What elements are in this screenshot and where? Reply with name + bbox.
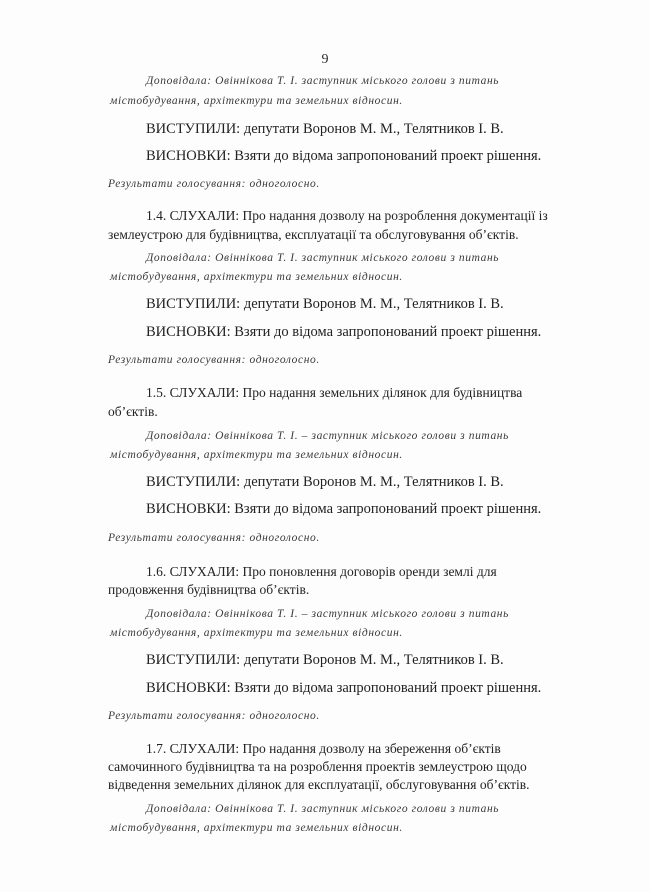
reporter-line: Доповідала: Овіннікова Т. І. заступник міського голови з питань xyxy=(146,252,500,264)
reporter-line: містобудування, архітектури та земельних відносин. xyxy=(110,271,403,283)
vote-result: Результати голосування: одноголосно. xyxy=(108,532,320,544)
heard-line: продовження будівництва об’єктів. xyxy=(108,582,310,597)
heard-line: самочинного будівництва та на розроблення проектів землеустрою щодо xyxy=(108,759,527,774)
conclusions-line: ВИСНОВКИ: Взяти до відома запропонований проект рішення. xyxy=(146,680,542,696)
reporter-line: містобудування, архітектури та земельних відносин. xyxy=(110,822,403,834)
speakers-line: ВИСТУПИЛИ: депутати Воронов М. М., Телятников І. В. xyxy=(146,652,504,668)
speakers-line: ВИСТУПИЛИ: депутати Воронов М. М., Телятников І. В. xyxy=(146,474,504,490)
heard-line: землеустрою для будівництва, експлуатації та обслуговування об’єктів. xyxy=(108,227,519,242)
conclusions-line: ВИСНОВКИ: Взяти до відома запропонований проект рішення. xyxy=(146,324,542,340)
speakers-line: ВИСТУПИЛИ: депутати Воронов М. М., Телятников І. В. xyxy=(146,296,504,312)
page-number: 9 xyxy=(321,52,329,67)
heard-line: 1.4. СЛУХАЛИ: Про надання дозволу на розроблення документації із xyxy=(146,208,548,223)
vote-result: Результати голосування: одноголосно. xyxy=(108,710,320,722)
reporter-line: містобудування, архітектури та земельних відносин. xyxy=(110,95,403,107)
reporter-line: містобудування, архітектури та земельних відносин. xyxy=(110,449,403,461)
reporter-line: містобудування, архітектури та земельних відносин. xyxy=(110,627,403,639)
reporter-line: Доповідала: Овіннікова Т. І. заступник міського голови з питань xyxy=(146,803,500,815)
heard-line: відведення земельних ділянок для експлуатації, обслуговування об’єктів. xyxy=(108,777,530,792)
vote-result: Результати голосування: одноголосно. xyxy=(108,178,320,190)
heard-line: 1.7. СЛУХАЛИ: Про надання дозволу на збереження об’єктів xyxy=(146,741,501,756)
reporter-line: Доповідала: Овіннікова Т. І. заступник міського голови з питань xyxy=(146,75,500,87)
vote-result: Результати голосування: одноголосно. xyxy=(108,354,320,366)
speakers-line: ВИСТУПИЛИ: депутати Воронов М. М., Телятников І. В. xyxy=(146,121,504,137)
heard-line: 1.6. СЛУХАЛИ: Про поновлення договорів оренди землі для xyxy=(146,564,497,579)
reporter-line: Доповідала: Овіннікова Т. І. – заступник міського голови з питань xyxy=(146,430,509,442)
conclusions-line: ВИСНОВКИ: Взяти до відома запропонований проект рішення. xyxy=(146,148,542,164)
reporter-line: Доповідала: Овіннікова Т. І. – заступник міського голови з питань xyxy=(146,608,509,620)
heard-line: об’єктів. xyxy=(108,404,158,419)
conclusions-line: ВИСНОВКИ: Взяти до відома запропонований проект рішення. xyxy=(146,501,542,517)
heard-line: 1.5. СЛУХАЛИ: Про надання земельних ділянок для будівництва xyxy=(146,385,523,400)
